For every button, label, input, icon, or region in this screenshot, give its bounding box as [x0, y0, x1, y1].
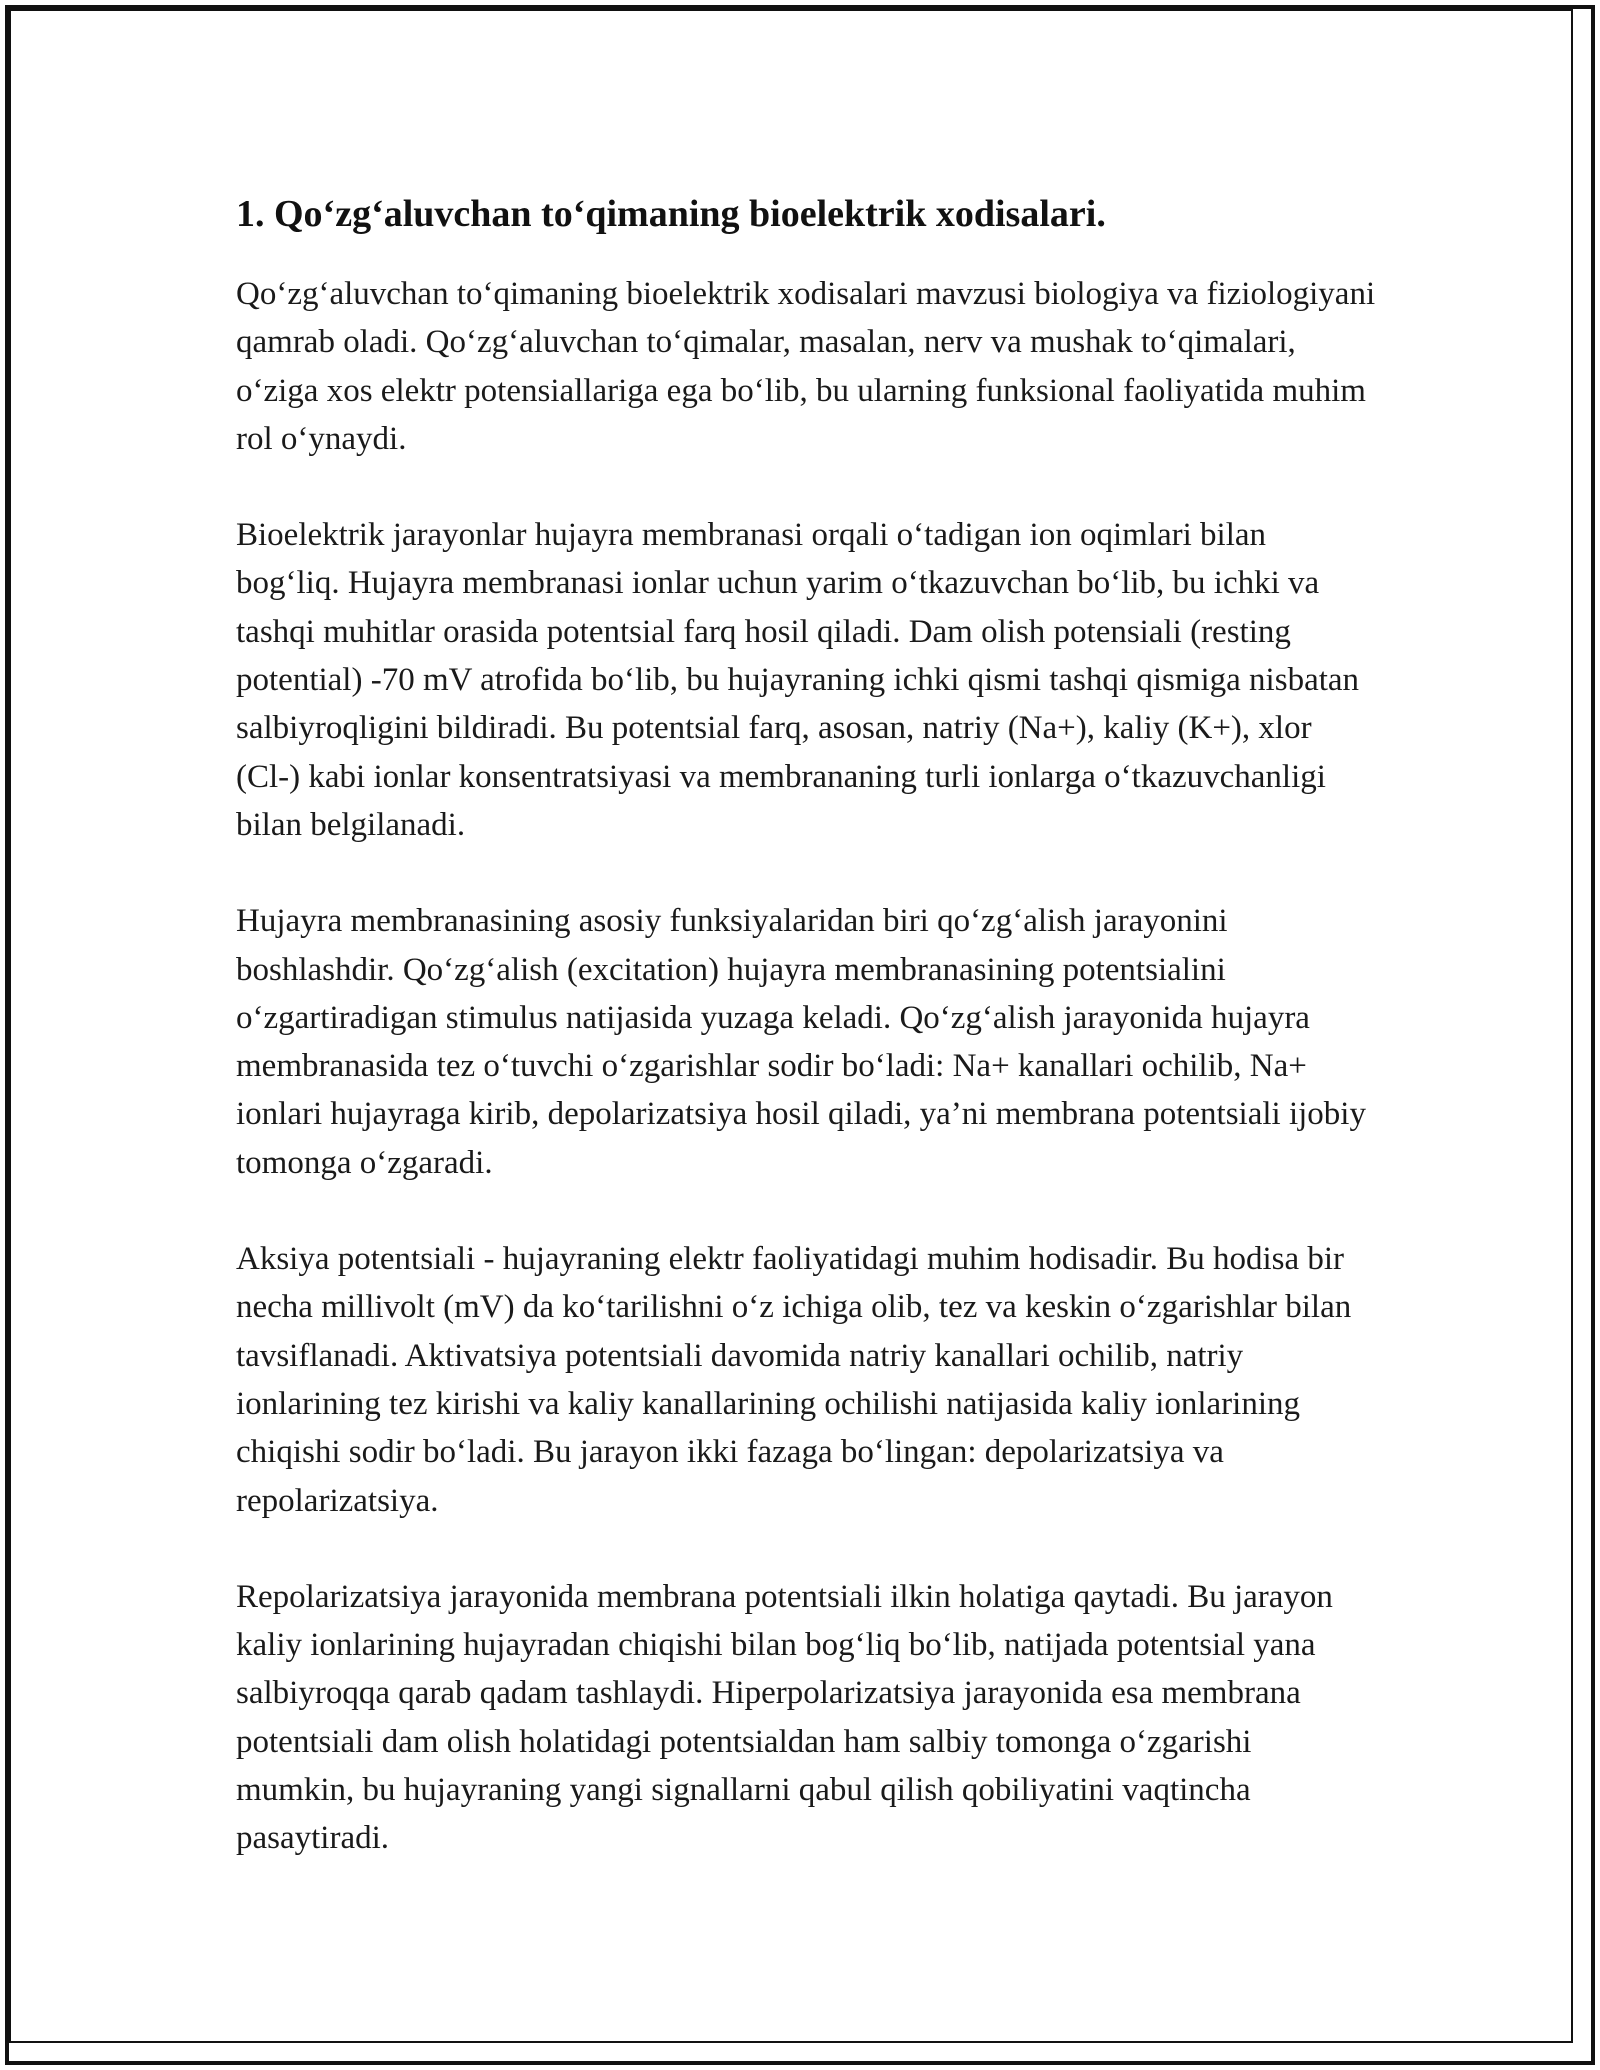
paragraph-excitation: Hujayra membranasining asosiy funksiyalaridan biri qoʻzgʻalish jarayonini boshlashdir. Qoʻzgʻalish (excitation) hujayra membranasining potentsialini oʻzgartiradigan stimulus natijasida yuzaga keladi. Qoʻzgʻalish jarayonida hujayra membranasida tez oʻtuvchi oʻzgarishlar sodir boʻladi: Na+ kanallari ochilib, Na+ ionlari hujayraga kirib, depolarizatsiya hosil qiladi, ya’ni membrana potentsiali ijobiy tomonga oʻzgaradi. [236, 903, 1366, 1181]
section-heading: 1. Qoʻzgʻaluvchan toʻqimaning bioelektrik xodisalari. [236, 193, 1106, 235]
paragraph-bioelectric-processes: Bioelektrik jarayonlar hujayra membranasi orqali oʻtadigan ion oqimlari bilan bogʻliq. Hujayra membranasi ionlar uchun yarim oʻtkazuvchan boʻlib, bu ichki va tashqi muhitlar orasida potentsial farq hosil qiladi. Dam olish potensiali (resting potential) -70 mV atrofida boʻlib, bu hujayraning ichki qismi tashqi qismiga nisbatan salbiyroqligini bildiradi. Bu potentsial farq, asosan, natriy (Na+), kaliy (K+), xlor (Cl-) kabi ionlar konsentratsiyasi va membrananing turli ionlarga oʻtkazuvchanligi bilan belgilanadi. [236, 517, 1360, 843]
paragraph-action-potential: Aksiya potentsiali - hujayraning elektr faoliyatidagi muhim hodisadir. Bu hodisa bir necha millivolt (mV) da koʻtarilishni oʻz ichiga olib, tez va keskin oʻzgarishlar bilan tavsiflanadi. Aktivatsiya potentsiali davomida natriy kanallari ochilib, natriy ionlarining tez kirishi va kaliy kanallarining ochilishi natijasida kaliy ionlarining chiqishi sodir boʻladi. Bu jarayon ikki fazaga boʻlingan: depolarizatsiya va repolarizatsiya. [236, 1241, 1352, 1519]
paragraph-repolarization: Repolarizatsiya jarayonida membrana potentsiali ilkin holatiga qaytadi. Bu jarayon kaliy ionlarining hujayradan chiqishi bilan bogʻliq boʻlib, natijada potentsial yana salbiyroqqa qarab qadam tashlaydi. Hiperpolarizatsiya jarayonida esa membrana potentsiali dam olish holatidagi potentsialdan ham salbiy tomonga oʻzgarishi mumkin, bu hujayraning yangi signallarni qabul qilish qobiliyatini vaqtincha pasaytiradi. [236, 1578, 1333, 1857]
paragraph-intro: Qoʻzgʻaluvchan toʻqimaning bioelektrik xodisalari mavzusi biologiya va fiziologiyani qamrab oladi. Qoʻzgʻaluvchan toʻqimalar, masalan, nerv va mushak toʻqimalari, oʻziga xos elektr potensiallariga ega boʻlib, bu ularning funksional faoliyatida muhim rol oʻynaydi. [236, 276, 1376, 457]
document-body [236, 186, 1376, 1911]
